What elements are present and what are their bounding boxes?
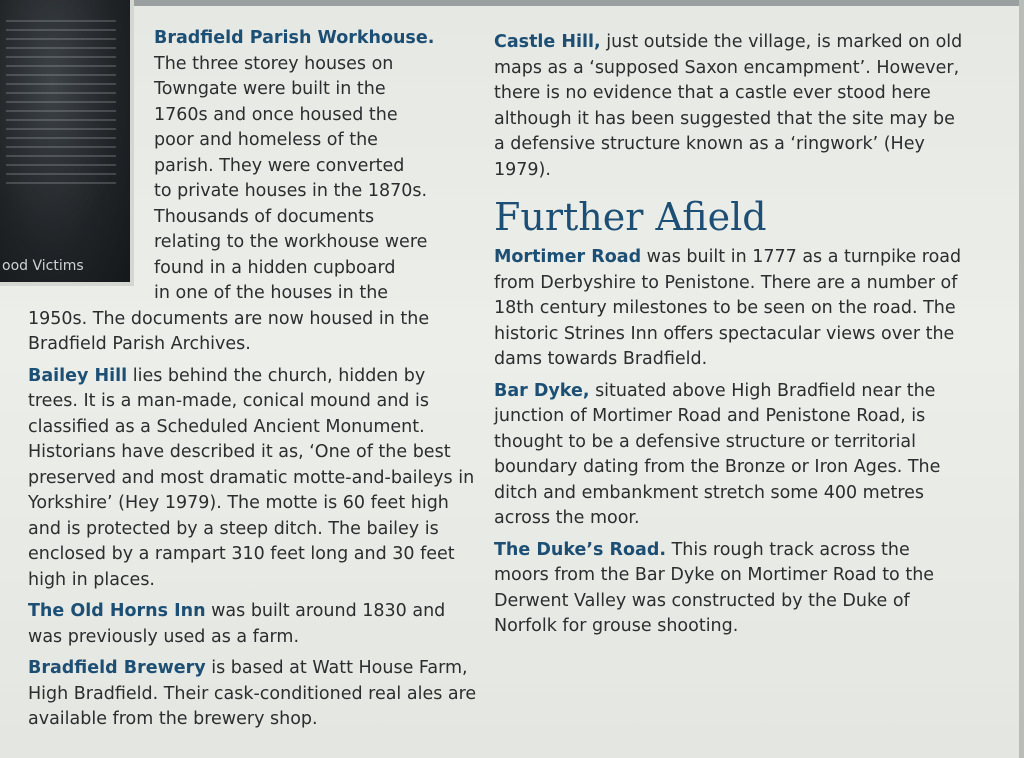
board-frame-top (134, 0, 1024, 6)
further-afield-heading: Further Afield (494, 195, 767, 239)
workhouse-line: Bradfield Parish Archives. (28, 334, 251, 354)
old-horns-text: was built around 1830 and was previously used as a farm. (28, 601, 446, 647)
workhouse-line: relating to the workhouse were (154, 232, 428, 252)
workhouse-line: parish. They were converted (154, 155, 405, 176)
workhouse-line: 1760s and once housed the (154, 104, 398, 125)
mortimer-road-paragraph (494, 245, 964, 373)
right-column (494, 30, 964, 646)
workhouse-line: poor and homeless of the (154, 130, 378, 150)
old-horns-paragraph (28, 599, 478, 650)
workhouse-line: Thousands of documents (154, 206, 375, 227)
castle-hill-text: just outside the village, is marked on old maps as a ‘supposed Saxon encampment’. However, there is no evidence that a castle ever stood here although it has been suggested that the site may be a defensive structure known as a ‘ringwork’ (Hey 1979). (494, 32, 963, 180)
workhouse-title: Bradfield Parish Workhouse. (154, 28, 435, 48)
workhouse-line: The three storey houses on (154, 53, 394, 74)
dukes-road-title: The Duke’s Road. (494, 539, 667, 560)
bar-dyke-paragraph (494, 379, 964, 532)
workhouse-line: 1950s. The documents are now housed in the (28, 308, 430, 329)
bailey-hill-text: lies behind the church, hidden by trees. It is a man-made, conical mound and is classified as a Scheduled Ancient Monument. Historians have described it as, ‘One of the best preserved and most dramatic motte-and-baileys in Yorkshire’ (Hey 1979). The motte is 60 feet high and is protected by a steep ditch. The bailey is enclosed by a rampart 310 feet long and 30 feet high in places. (28, 365, 475, 590)
workhouse-section (28, 26, 478, 307)
bar-dyke-title: Bar Dyke, (494, 380, 590, 401)
brewery-title: Bradfield Brewery (28, 658, 206, 678)
workhouse-line: to private houses in the 1870s. (154, 181, 428, 201)
workhouse-line: Towngate were built in the (154, 79, 386, 99)
brewery-paragraph (28, 656, 478, 733)
castle-hill-paragraph (494, 30, 964, 183)
bar-dyke-text: situated above High Bradfield near the junction of Mortimer Road and Penistone Road, is thought to be a defensive structure or territorial boundary dating from the Bronze or Iron Ages. The ditch and embankment stretch some 400 metres across the moor. (494, 380, 941, 528)
left-column (28, 26, 478, 739)
workhouse-line: found in a hidden cupboard (154, 257, 396, 278)
bailey-hill-title: Bailey Hill (28, 365, 128, 386)
mortimer-road-text: was built in 1777 as a turnpike road from Derbyshire to Penistone. There are a number of 18th century milestones to be seen on the road. The historic Strines Inn offers spectacular views over the dams towards Bradfield. (494, 247, 962, 369)
brewery-text: is based at Watt House Farm, High Bradfield. Their cask-conditioned real ales are available from the brewery shop. (28, 658, 477, 729)
dukes-road-text: This rough track across the moors from the Bar Dyke on Mortimer Road to the Derwent Valley was constructed by the Duke of Norfolk for grouse shooting. (494, 539, 935, 636)
workhouse-line: in one of the houses in the (154, 283, 389, 303)
mortimer-road-title: Mortimer Road (494, 247, 642, 267)
board-frame-right (1019, 0, 1024, 758)
bailey-hill-paragraph (28, 364, 478, 594)
dukes-road-paragraph (494, 538, 964, 640)
castle-hill-title: Castle Hill, (494, 32, 601, 52)
photo-caption: ood Victims (2, 258, 84, 274)
old-horns-title: The Old Horns Inn (28, 601, 206, 621)
